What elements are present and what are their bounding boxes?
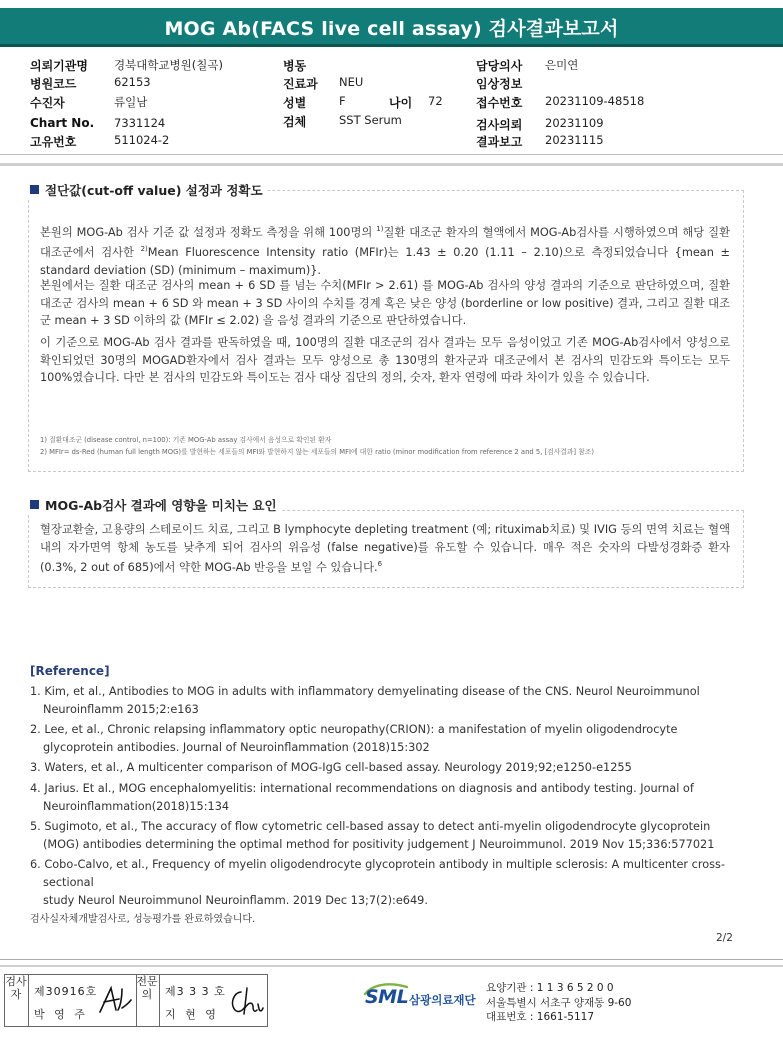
info-label: 임상정보 (476, 77, 523, 91)
section2-heading (26, 496, 281, 514)
divider (0, 154, 783, 155)
specialist-label: 전문의 (136, 975, 158, 1001)
info-value: 7331124 (114, 116, 166, 130)
info-value: 은미연 (545, 58, 579, 72)
info-label: 의뢰기관명 (30, 59, 88, 73)
report-title-bar (0, 8, 783, 47)
specialist-signature-icon (227, 984, 265, 1018)
bullet-square-icon (30, 185, 39, 194)
institution-info (486, 981, 631, 1025)
info-label: 검사의뢰 (476, 118, 523, 132)
divider (0, 959, 783, 960)
info-label: 성별 (283, 96, 307, 110)
institution-code: 요양기관 : 1 1 3 6 5 2 0 0 (486, 982, 614, 994)
report-title: MOG Ab(FACS live cell assay) 검사결과보고서 (164, 18, 619, 40)
text-run: 혈장교환술, 고용량의 스테로이드 치료, 그리고 B lymphocyte depleting treatment (예; rituximab치료) 및 IVIG 등의 면역 치료는 혈액 내의 자가면역 항체 농도를 낮추게 되어 검사의 위음성 (false negative)를 유도할 수 있습니다. 매우 적은 숫자의 다발성경화증 환자 (0.3%, 2 out of 685)에서 약한 MOG-Ab 반응을 보일 수 있습니다. (40, 523, 730, 574)
age-value: 72 (428, 94, 443, 108)
tester-license: 제30916호 (34, 985, 98, 998)
logo-text: SML (365, 986, 409, 1008)
divider (28, 975, 29, 1026)
superscript: 6 (377, 560, 383, 569)
info-label: 결과보고 (476, 135, 523, 149)
sml-logo (365, 982, 480, 1014)
info-value: F (339, 94, 346, 108)
section1-para3: 이 기준으로 MOG-Ab 검사 결과를 판독하였을 때, 100명의 질환 대조군의 검사 결과는 모두 음성이었고 기존 MOG-Ab검사에서 양성으로 확인되었던 30명의 MOGAD환자에서 검사 결과는 모두 양성으로 총 130명의 환자군과 대조군에서 본 검사의 민감도와 특이도는 모두 100%였습니다. 다만 본 검사의 민감도와 특이도는 검사 대상 집단의 정의, 숫자, 환자 연령에 따라 차이가 있을 수 있습니다. (40, 336, 730, 385)
section1-para2: 본원에서는 질환 대조군 검사의 mean + 6 SD 를 넘는 수치(MFIr > 2.61) 를 MOG-Ab 검사의 양성 결과의 기준으로 판단하였으며, 질환 대조군 검사의 mean + 6 SD 와 mean + 3 SD 사이의 수치를 경계 혹은 낮은 양성 (borderline or low positive) 결과, 그리고 질환 대조군 mean + 3 SD 이하의 값 (MFIr ≤ 2.02) 을 음성 결과의 기준으로 판단하였습니다. (40, 279, 730, 328)
info-value: NEU (339, 75, 364, 89)
divider (0, 965, 783, 967)
info-label: 수진자 (30, 96, 65, 110)
references-heading: [Reference] (30, 664, 110, 678)
info-label: 병동 (283, 59, 307, 73)
references-list (30, 683, 750, 912)
info-value: 20231109-48518 (545, 94, 645, 108)
page-number: 2/2 (716, 932, 733, 944)
reference-item: 6. Cobo-Calvo, et al., Frequency of myelin oligodendrocyte glycoprotein antibody in multiple sclerosis: A multicenter cross-sectional (30, 858, 726, 889)
info-label: 담당의사 (476, 59, 523, 73)
info-value: 경북대학교병원(칠곡) (114, 58, 223, 72)
info-value: SST Serum (339, 113, 402, 127)
info-label: 검체 (283, 115, 307, 129)
superscript: 2) (140, 245, 148, 254)
section2-para (40, 521, 730, 577)
text-run: Mean Fluorescence Intensity ratio (MFIr)는 1.43 ± 0.20 (1.11 – 2.10)으로 측정되었습니다 {mean ± standard deviation (SD) (minimum – maximum)}. (40, 246, 730, 277)
reference-item: 5. Sugimoto, et al., The accuracy of flow cytometric cell-based assay to detect anti-myelin oligodendrocyte glycoprotein (MOG) antibodies determining the optimal method for positivity judgement J Neuroimmunol. 2019 Nov 15;336:577021 (30, 820, 715, 851)
superscript: 1) (376, 225, 384, 233)
section1-para1 (40, 221, 730, 279)
institution-phone: 대표번호 : 1661-5117 (486, 1011, 595, 1023)
info-label: 접수번호 (476, 96, 523, 110)
info-value: 62153 (114, 75, 151, 89)
patient-info (0, 55, 783, 155)
section1-heading-text: 절단값(cut-off value) 설정과 정확도 (45, 183, 263, 198)
age-label: 나이 (389, 96, 413, 110)
info-value: 류일남 (114, 95, 148, 109)
divider (159, 975, 160, 1026)
signature-block (4, 974, 268, 1027)
validation-note: 검사실자체개발검사로, 성능평가를 완료하였습니다. (30, 914, 256, 925)
info-label: 진료과 (283, 77, 318, 91)
text-run: 질환 대조군 환자의 혈액에서 MOG-Ab검사를 시행하였으며 해당 질환 대조군에서 검사한 (40, 225, 730, 260)
tester-signature-icon (97, 983, 133, 1017)
tester-label: 검사자 (5, 975, 27, 1001)
info-label: 고유번호 (30, 135, 77, 149)
bullet-square-icon (30, 500, 39, 509)
reference-item: 1. Kim, et al., Antibodies to MOG in adults with inflammatory demyelinating disease of the CNS. Neurol Neuroimmunol Neuroinflamm 2015;2:e163 (30, 685, 700, 716)
reference-item: 3. Waters, et al., A multicenter comparison of MOG-IgG cell-based assay. Neurology 2019;92;e1250-e1255 (30, 761, 632, 775)
info-label: Chart No. (30, 116, 95, 130)
section1-heading (26, 181, 267, 199)
info-value: 20231109 (545, 116, 604, 130)
tester-name: 박 영 주 (34, 1008, 88, 1021)
specialist-license: 제3 3 3 호 (165, 985, 226, 998)
reference-item: 2. Lee, et al., Chronic relapsing inflammatory optic neuropathy(CRION): a manifestation of myelin oligodendrocyte glycoprotein antibodies. Journal of Neuroinflammation (2018)15:302 (30, 723, 678, 754)
text-run: 본원의 MOG-Ab 검사 기준 값 설정과 정확도 측정을 위해 100명의 (40, 225, 377, 239)
org-name: 삼광의료재단 (409, 993, 476, 1007)
footnote-2: 2) MFIr= ds-Red (human full length MOG)를 발현하는 세포들의 MFI와 발현하지 않는 세포들의 MFI에 대한 ratio (minor modification from reference 2 and 5, [검사결과] 참조) (40, 448, 595, 456)
section2-heading-text: MOG-Ab검사 결과에 영향을 미치는 요인 (45, 498, 277, 513)
specialist-name: 지 현 영 (165, 1008, 219, 1021)
footnote-1: 1) 질환대조군 (disease control, n=100): 기존 MOG-Ab assay 검사에서 음성으로 확인된 환자 (40, 436, 332, 444)
institution-address: 서울특별시 서초구 양재동 9-60 (486, 996, 632, 1009)
info-label: 병원코드 (30, 77, 77, 91)
reference-item: study Neurol Neuroimmunol Neuroinflamm. 2019 Dec 13;7(2):e649. (43, 893, 428, 907)
info-value: 511024-2 (114, 133, 170, 147)
divider (0, 163, 783, 166)
reference-item: 4. Jarius. Et al., MOG encephalomyelitis: international recommendations on diagnosis and antibody testing. Journal of Neuroinflammation(2018)15:134 (30, 781, 694, 813)
info-value: 20231115 (545, 133, 604, 147)
